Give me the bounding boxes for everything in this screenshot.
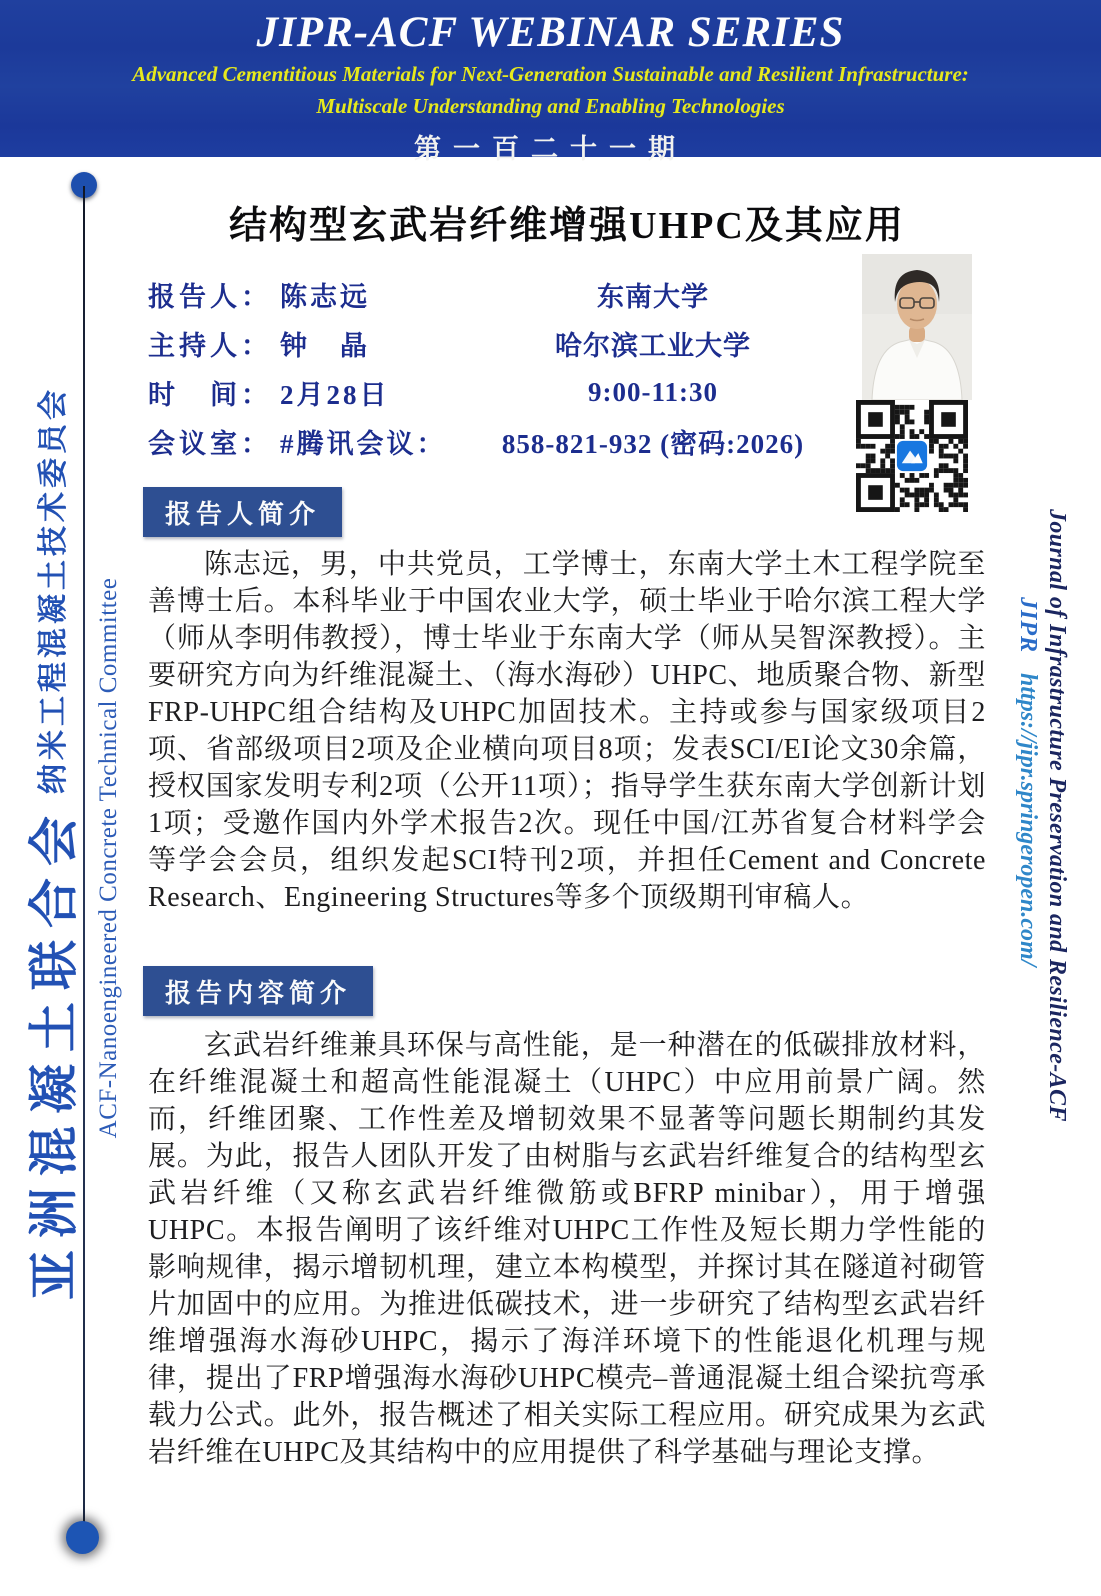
org-name-cn-small: 纳米工程混凝土技术委员会: [37, 386, 70, 794]
speaker-bio-text: 陈志远，男，中共党员，工学博士，东南大学土木工程学院至善博士后。本科毕业于中国农业大学，硕士毕业于哈尔滨工程大学（师从李明伟教授），博士毕业于东南大学（师从吴智深教授）。主要研究方向为纤维混凝土、（海水海砂）UHPC、地质聚合物、新型FRP-UHPC组合结构及UHPC加固技术。主持或参与国家级项目2项、省部级项目2项及企业横向项目8项；发表SCI/EI论文30余篇，授权国家发明专利2项（公开11项）；指导学生获东南大学创新计划1项；受邀作国内外学术报告2次。现任中国/江苏省复合材料学会等学会会员，组织发起SCI特刊2项，并担任Cement and Concrete Research、Engineering Structures等多个顶级期刊审稿人。: [148, 549, 986, 913]
org-name-english: ACF-Nanoengineered Concrete Technical Committee: [95, 577, 122, 1139]
rule-bottom-dot: [66, 1521, 99, 1554]
speaker-name: 陈志远: [280, 282, 370, 312]
talk-abstract-text: 玄武岩纤维兼具环保与高性能，是一种潜在的低碳排放材料，在纤维混凝土和超高性能混凝土（UHPC）中应用前景广阔。然而，纤维团聚、工作性差及增韧效果不显著等问题长期制约其发展。为此，报告人团队开发了由树脂与玄武岩纤维复合的结构型玄武岩纤维（又称玄武岩纤维微筋或BFRP minibar），用于增强UHPC。本报告阐明了该纤维对UHPC工作性及短长期力学性能的影响规律，揭示增韧机理，建立本构模型，并探讨其在隧道衬砌管片加固中的应用。为推进低碳技术，进一步研究了结构型玄武岩纤维增强海水海砂UHPC，揭示了海洋环境下的性能退化机理与规律，提出了FRP增强海水海砂UHPC模壳–普通混凝土组合梁抗弯承载力公式。此外，报告概述了相关实际工程应用。研究成果为玄武岩纤维在UHPC及其结构中的应用提供了科学基础与理论支撑。: [148, 1030, 986, 1468]
org-name-chinese: [18, 386, 82, 1300]
series-subtitle-line2: Multiscale Understanding and Enabling Technologies: [316, 94, 785, 118]
series-title: JIPR-ACF WEBINAR SERIES: [256, 9, 845, 56]
info-row-speaker: [148, 270, 848, 319]
journal-abbreviation: JIPR: [1015, 597, 1041, 654]
date-value: 2月28日: [280, 380, 390, 410]
series-subtitle-line1: Advanced Cementitious Materials for Next-Generation Sustainable and Resilient Infrastructure:: [132, 62, 969, 86]
header-banner: [0, 0, 1101, 164]
journal-name: Journal of Infrastructure Preservation and Resilience-ACF: [1044, 509, 1070, 1122]
talk-title: 结构型玄武岩纤维增强UHPC及其应用: [229, 205, 905, 247]
speaker-photo: [862, 254, 972, 400]
meeting-platform: #腾讯会议：: [280, 429, 447, 459]
speaker-photo-graphic: [862, 254, 972, 400]
meeting-id: 858-821-932 (密码:2026): [501, 429, 805, 459]
journal-url: https://jipr.springeropen.com/: [1015, 673, 1041, 967]
journal-link-line: [1011, 597, 1041, 967]
talk-info-block: [148, 270, 848, 466]
speaker-bio-badge: 报告人简介: [143, 487, 342, 537]
speaker-affiliation: 东南大学: [597, 282, 709, 312]
info-row-meeting: [148, 417, 848, 466]
host-affiliation: 哈尔滨工业大学: [555, 331, 751, 361]
host-name: 钟 晶: [280, 331, 370, 361]
info-row-time: [148, 368, 848, 417]
episode-number: 第一百二十一期: [414, 134, 687, 164]
host-label: 主持人：: [148, 331, 272, 361]
time-range: 9:00-11:30: [588, 377, 718, 407]
talk-abstract-badge: 报告内容简介: [143, 966, 373, 1016]
meeting-room-label: 会议室：: [148, 429, 272, 459]
speaker-label: 报告人：: [148, 282, 272, 312]
time-label: 时 间：: [148, 380, 272, 410]
info-row-host: [148, 319, 848, 368]
org-name-cn-large: 亚洲混凝土联合会: [26, 804, 82, 1300]
meeting-qr-code: [856, 400, 968, 514]
